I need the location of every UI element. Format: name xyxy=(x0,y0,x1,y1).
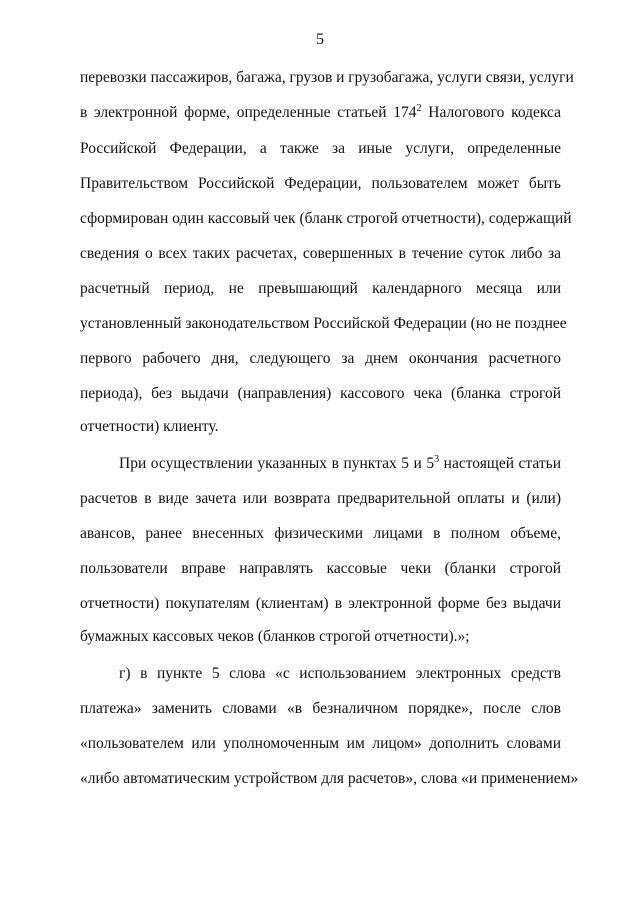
text-line: бумажных кассовых чеков (бланков строгой отчетности).»; xyxy=(80,628,470,645)
text-line: сведения о всех таких расчетах, совершенных в течение суток либо за xyxy=(80,245,561,262)
paragraph-first-line: г) в пункте 5 слова «с использованием электронных средств xyxy=(119,665,561,682)
text-line: первого рабочего дня, следующего за днем окончания расчетного xyxy=(80,350,561,367)
text-line: отчетности) клиенту. xyxy=(80,418,219,435)
text-line: перевозки пассажиров, багажа, грузов и грузобагажа, услуги связи, услуги xyxy=(80,69,574,86)
text-line: расчетов в виде зачета или возврата предварительной оплаты и (или) xyxy=(80,490,561,507)
text-line: расчетный период, не превышающий календарного месяца или xyxy=(80,280,561,297)
text-line: «пользователем или уполномоченным им лицом» дополнить словами xyxy=(80,735,561,752)
text-line: периода), без выдачи (направления) кассового чека (бланка строгой xyxy=(80,385,561,402)
text-line: отчетности) покупателям (клиентам) в электронной форме без выдачи xyxy=(80,595,561,612)
text-line: Российской Федерации, а также за иные услуги, определенные xyxy=(80,140,561,157)
text-line: Правительством Российской Федерации, пользователем может быть xyxy=(80,175,561,192)
text-line: сформирован один кассовый чек (бланк строгой отчетности), содержащий xyxy=(80,210,572,227)
text-line: «либо автоматическим устройством для расчетов», слова «и применением» xyxy=(80,770,579,787)
text-line: пользователи вправе направлять кассовые чеки (бланки строгой xyxy=(80,560,561,577)
page-number: 5 xyxy=(316,31,324,48)
text-line: установленный законодательством Российской Федерации (но не позднее xyxy=(80,315,567,332)
paragraph-first-line: При осуществлении указанных в пунктах 5 и $5^3$ настоящей статьи xyxy=(119,453,562,472)
text-line: платежа» заменить словами «в безналичном порядке», после слов xyxy=(80,700,561,717)
text-line: в электронной форме, определенные статьей $174^2$ Налогового кодекса xyxy=(80,102,561,121)
text-line: авансов, ранее внесенных физическими лицами в полном объеме, xyxy=(80,525,561,542)
